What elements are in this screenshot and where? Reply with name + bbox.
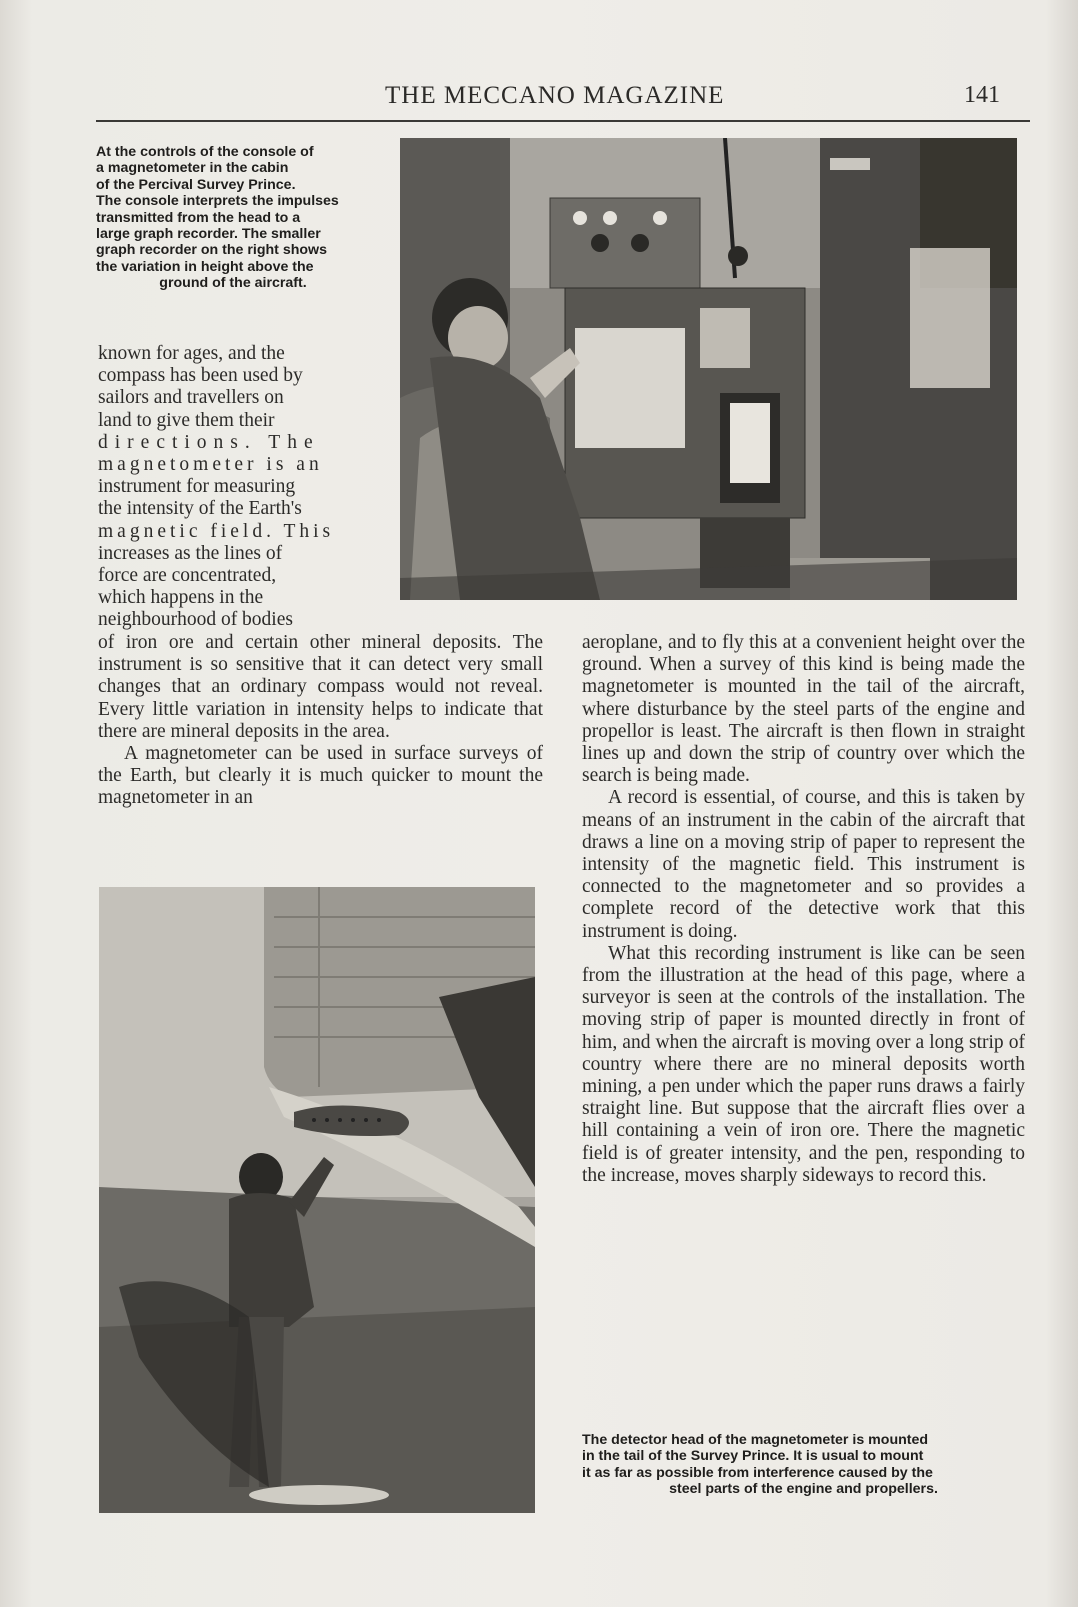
caption-line: the variation in height above the (96, 258, 314, 275)
page-number: 141 (964, 82, 1000, 108)
caption-line: in the tail of the Survey Prince. It is usual to mount (582, 1448, 924, 1465)
caption-line: large graph recorder. The smaller (96, 226, 321, 243)
caption-line: graph recorder on the right shows (96, 242, 327, 259)
text-line: instrument for measuring (98, 476, 296, 498)
paragraph: of iron ore and certain other mineral deposits. The instrument is so sensitive that it can detect very small changes that an ordinary compass would not reveal. Every little variation in intensity helps to indicate that there are mineral deposits in the area. (98, 632, 543, 742)
text-line: the intensity of the Earth's (98, 498, 302, 520)
text-line: neighbourhood of bodies (98, 609, 293, 631)
text-line: directions. The (98, 431, 320, 453)
caption-line: steel parts of the engine and propellers. (669, 1481, 938, 1498)
text-line: known for ages, and the (98, 343, 285, 364)
console-cabin-photo (400, 138, 1017, 600)
right-column (582, 632, 1025, 1187)
tail-photo-caption (582, 1432, 1025, 1498)
magazine-title: THE MECCANO MAGAZINE (385, 82, 725, 109)
caption-line: transmitted from the head to a (96, 209, 301, 226)
caption-line: The detector head of the magnetometer is mounted (582, 1432, 929, 1448)
paragraph: What this recording instrument is like can be seen from the illustration at the head of this page, where a surveyor is seen at the controls of the installation. The moving strip of paper is mounted directly in front of him, and when the aircraft is moving over a long strip of country where there are no mineral deposits worth mining, a pen under which the paper runs draws a fairly straight line. But suppose that the aircraft flies over a hill containing a vein of iron ore. There the magnetic field is of greater intensity, and the pen, responding to the increase, moves sharply sideways to record this. (582, 942, 1025, 1186)
text-line: compass has been used by (98, 365, 303, 387)
caption-line: it as far as possible from interference caused by the (582, 1464, 933, 1481)
paragraph: A magnetometer can be used in surface surveys of the Earth, but clearly it is much quicker to mount the magnetometer in an (98, 743, 543, 809)
console-photo-caption (96, 144, 370, 292)
paragraph: aeroplane, and to fly this at a convenient height over the ground. When a survey of this kind is being made the magnetometer is mounted in the tail of the aircraft, where disturbance by the steel parts of the engine and propellor is least. The aircraft is then flown in straight lines up and down the strip of country over which the search is being made. (582, 632, 1025, 787)
intro-column (98, 343, 370, 632)
caption-line: At the controls of the console of (96, 144, 314, 160)
text-line: sailors and travellers on (98, 387, 284, 409)
text-line: force are concentrated, (98, 565, 277, 587)
header-rule (96, 120, 1030, 122)
caption-line: a magnetometer in the cabin (96, 160, 289, 177)
caption-line: The console interprets the impulses (96, 193, 339, 210)
text-line: magnetic field. This (98, 520, 335, 542)
tail-detector-photo (99, 887, 535, 1513)
paragraph: A record is essential, of course, and this is taken by means of an instrument in the cabin of the aircraft that draws a line on a moving strip of paper to represent the intensity of the magnetic field. This instrument is connected to the magnetometer and so provides a complete record of the detective work that this instrument is doing. (582, 787, 1025, 942)
left-column (98, 632, 543, 810)
text-line: which happens in the (98, 587, 264, 609)
caption-line: of the Percival Survey Prince. (96, 176, 296, 193)
text-line: magnetometer is an (98, 454, 323, 476)
text-line: increases as the lines of (98, 542, 283, 564)
caption-line: ground of the aircraft. (159, 275, 307, 292)
text-line: land to give them their (98, 409, 275, 431)
